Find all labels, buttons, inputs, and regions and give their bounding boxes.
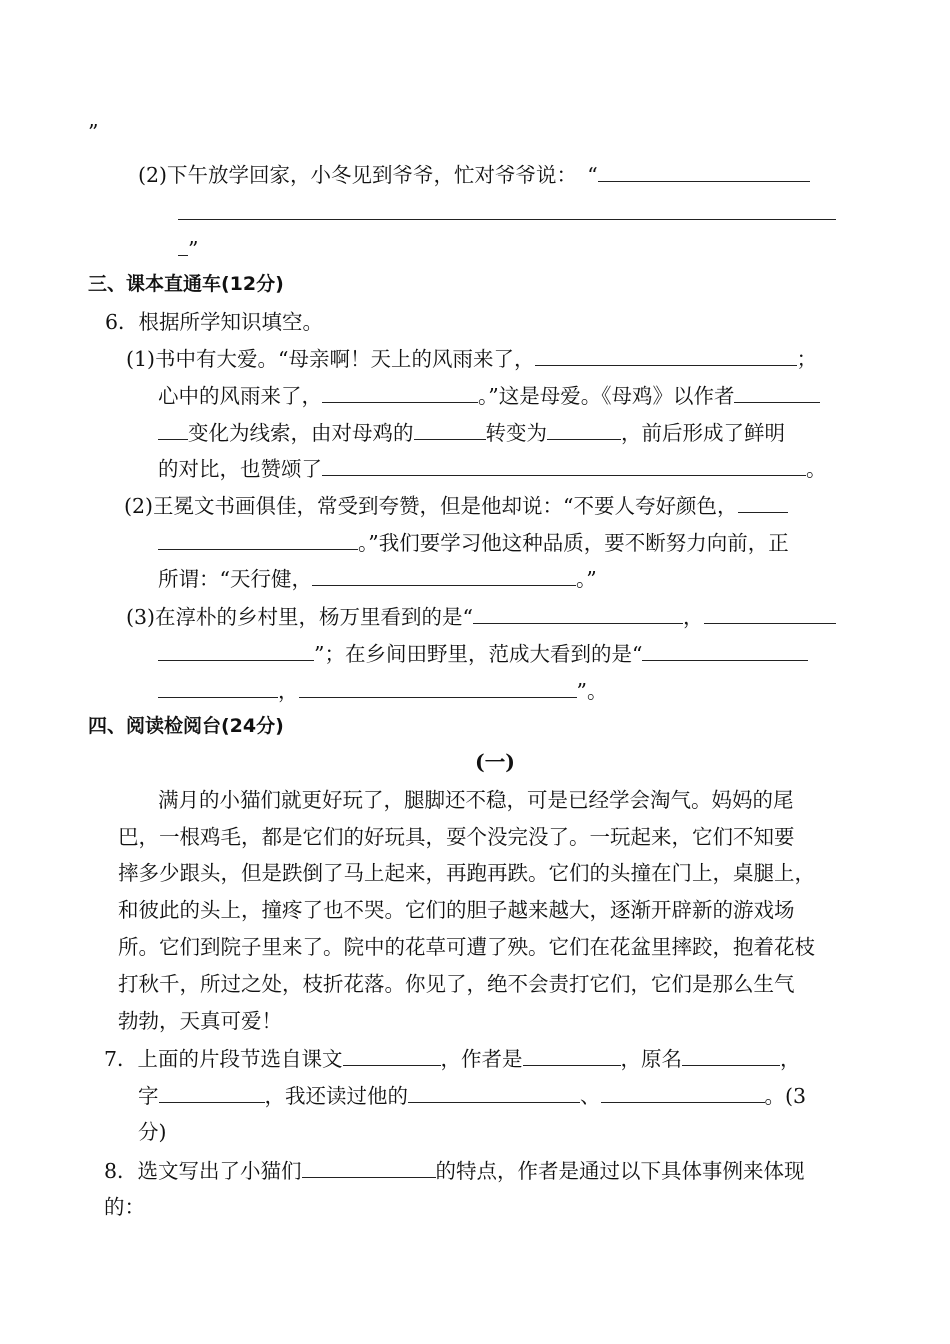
answer-blank[interactable] — [158, 676, 278, 698]
question-text: ”；在乡间田野里，范成大看到的是“ — [314, 642, 643, 666]
passage-text: 所。它们到院子里来了。院中的花草可遭了殃。它们在花盆里摔跤，抱着花枝 — [118, 935, 815, 959]
question-text: 所谓：“天行健， — [158, 567, 312, 591]
question-6-1-line-4 — [158, 454, 827, 483]
passage-line — [118, 823, 795, 851]
question-6-2-line-3 — [158, 564, 597, 593]
passage-text: 打秋千，所过之处，枝折花落。你见了，绝不会责打它们，它们是那么生气 — [118, 972, 795, 996]
question-text: 7．上面的片段节选自课文 — [104, 1047, 343, 1071]
question-text: 。”我们要学习他这种品质，要不断努力向前，正 — [358, 531, 789, 555]
closing-quote: ” — [188, 237, 199, 261]
question-6-1-line-3 — [158, 418, 785, 447]
question-text: 。(3 — [764, 1084, 807, 1108]
text-line — [88, 118, 98, 146]
punctuation: 。” — [575, 567, 597, 591]
answer-blank[interactable] — [473, 602, 683, 624]
passage-text: 巴，一根鸡毛，都是它们的好玩具，耍个没完没了。一玩起来，它们不知要 — [118, 825, 795, 849]
passage-line — [118, 933, 815, 961]
passage-line — [118, 896, 795, 924]
passage-line — [118, 1007, 282, 1035]
punctuation: ， — [780, 1047, 801, 1071]
subtitle-text: (一) — [475, 750, 515, 774]
question-text: 的对比，也赞颂了 — [158, 457, 322, 481]
question-5-2-line-1 — [138, 160, 810, 189]
question-text: ，我还读过他的 — [264, 1084, 408, 1108]
answer-blank[interactable] — [302, 1156, 436, 1178]
question-8-line-1 — [104, 1156, 805, 1185]
punctuation: ， — [683, 605, 704, 629]
answer-blank[interactable] — [312, 564, 576, 586]
answer-blank[interactable] — [343, 1044, 441, 1066]
answer-blank[interactable] — [738, 491, 788, 513]
answer-blank[interactable] — [414, 418, 486, 440]
question-text: 6．根据所学知识填空。 — [105, 310, 324, 334]
passage-text: 和彼此的头上，撞疼了也不哭。它们的胆子越来越大，逐渐开辟新的游戏场 — [118, 898, 795, 922]
heading-text: 三、课本直通车(12分) — [88, 273, 284, 295]
question-text: 的： — [104, 1195, 145, 1219]
question-text: (3)在淳朴的乡村里，杨万里看到的是“ — [126, 605, 474, 629]
question-6-2-line-1 — [124, 491, 788, 520]
passage-line — [118, 970, 795, 998]
section-4-heading — [88, 712, 284, 740]
closing-quote: ” — [88, 120, 99, 144]
passage-text: 满月的小猫们就更好玩了，腿脚还不稳，可是已经学会淘气。妈妈的尾 — [158, 788, 794, 812]
answer-blank[interactable] — [408, 1081, 580, 1103]
answer-blank[interactable] — [523, 1044, 621, 1066]
passage-line — [158, 786, 794, 814]
question-text: ，作者是 — [440, 1047, 523, 1071]
answer-blank[interactable] — [159, 1081, 265, 1103]
question-6-3-line-2 — [158, 639, 808, 668]
question-text: 字 — [138, 1084, 159, 1108]
question-6-1-line-1 — [126, 344, 817, 373]
question-6-1-line-2 — [158, 381, 820, 410]
question-6-3-line-3 — [158, 676, 607, 705]
answer-blank[interactable] — [598, 160, 810, 182]
passage-subtitle — [0, 748, 950, 776]
question-7-line-2 — [138, 1081, 806, 1110]
question-text: 变化为线索，由对母鸡的 — [188, 421, 414, 445]
question-6-title — [105, 308, 323, 336]
punctuation: 、 — [580, 1084, 601, 1108]
answer-blank[interactable] — [704, 602, 836, 624]
answer-blank[interactable] — [178, 198, 836, 220]
answer-blank[interactable] — [322, 454, 806, 476]
answer-blank[interactable] — [158, 528, 358, 550]
question-text: ，原名 — [620, 1047, 683, 1071]
question-text: (2)王冕文书画俱佳，常受到夸赞，但是他却说：“不要人夸好颜色， — [124, 494, 738, 518]
question-text: 的特点，作者是通过以下具体事例来体现 — [435, 1159, 805, 1183]
answer-blank[interactable] — [535, 344, 797, 366]
heading-text: 四、阅读检阅台(24分) — [88, 715, 284, 737]
question-5-2-line-3 — [178, 234, 198, 263]
punctuation: ； — [796, 347, 818, 371]
question-7-line-1 — [104, 1044, 801, 1073]
question-7-line-3 — [138, 1118, 167, 1146]
answer-blank[interactable] — [601, 1081, 765, 1103]
answer-blank[interactable] — [158, 418, 188, 440]
question-text: 。”这是母爱。《母鸡》以作者 — [478, 384, 735, 408]
answer-blank[interactable] — [642, 639, 808, 661]
answer-blank[interactable] — [299, 676, 577, 698]
passage-text: 摔多少跟头，但是跌倒了马上起来，再跑再跌。它们的头撞在门上，桌腿上， — [118, 861, 815, 885]
answer-blank[interactable] — [158, 639, 314, 661]
question-6-3-line-1 — [126, 602, 836, 631]
punctuation: ”。 — [576, 679, 608, 703]
question-text: ，前后形成了鲜明 — [621, 421, 785, 445]
answer-blank[interactable] — [178, 234, 188, 256]
answer-blank[interactable] — [734, 381, 820, 403]
answer-blank[interactable] — [547, 418, 621, 440]
question-6-2-line-2 — [158, 528, 789, 557]
question-text: 分) — [138, 1120, 167, 1144]
question-text: 心中的风雨来了， — [158, 384, 322, 408]
punctuation: ， — [278, 679, 299, 703]
question-text: (1)书中有大爱。“母亲啊！天上的风雨来了， — [126, 347, 535, 371]
question-text: 转变为 — [485, 421, 547, 445]
question-text: 8．选文写出了小猫们 — [104, 1159, 302, 1183]
section-3-heading — [88, 270, 284, 298]
question-text: (2)下午放学回家，小冬见到爷爷，忙对爷爷说： “ — [138, 163, 598, 187]
question-8-line-2 — [104, 1193, 145, 1221]
answer-blank[interactable] — [322, 381, 478, 403]
answer-blank[interactable] — [682, 1044, 780, 1066]
question-5-2-line-2 — [178, 198, 836, 227]
punctuation: 。 — [806, 457, 827, 481]
passage-line — [118, 859, 815, 887]
passage-text: 勃勃，天真可爱！ — [118, 1009, 282, 1033]
